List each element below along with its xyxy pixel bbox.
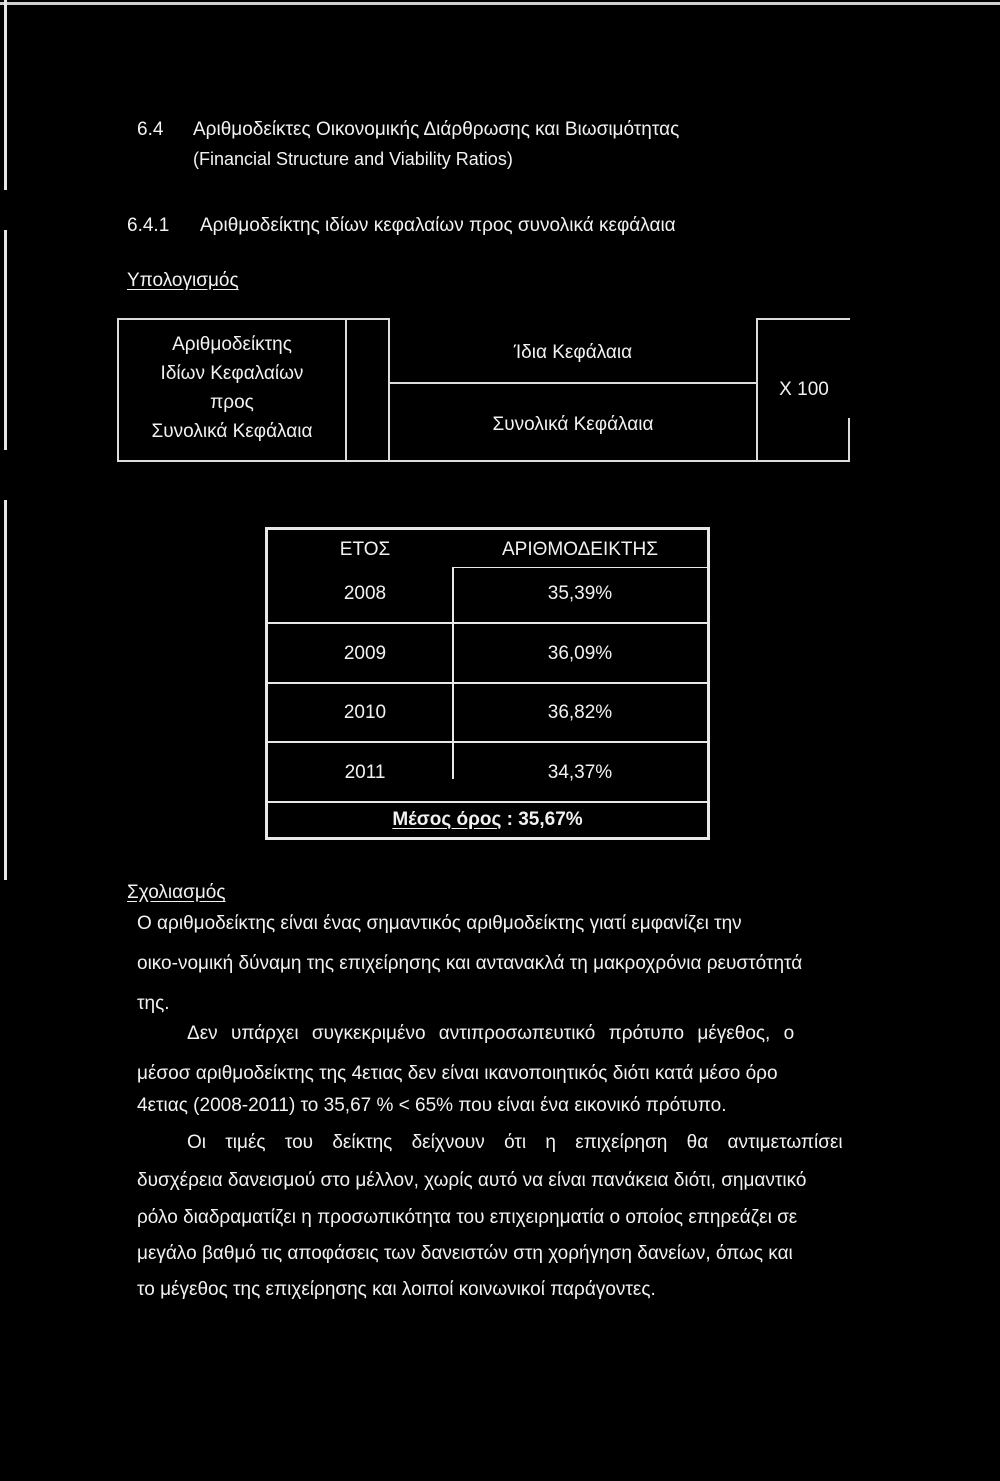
page-left-edge (4, 230, 7, 450)
table-cell-year: 2011 (344, 762, 386, 783)
paragraph-line: 4ετιας (2008-2011) το 35,67 % < 65% που είναι ένα εικονικό πρότυπο. (137, 1095, 727, 1116)
paragraph-line: Ο αριθμοδείκτης είναι ένας σημαντικός αριθμοδείκτης γιατί εμφανίζει την (137, 913, 742, 934)
formula-denominator: Συνολικά Κεφάλαια (492, 414, 654, 435)
paragraph-line: ρόλο διαδραματίζει η προσωπικότητα του επιχειρηματία ο οποίος επηρεάζει σε (137, 1207, 798, 1228)
formula-multiplier: Χ 100 (779, 379, 829, 400)
paragraph-line: δυσχέρεια δανεισμού στο μέλλον, χωρίς αυτό να είναι πανάκεια διότι, σημαντικό (137, 1170, 807, 1191)
paragraph-line: Οι τιμές του δείκτης δείχνουν ότι η επιχείρηση θα αντιμετωπίσει (187, 1132, 843, 1153)
formula-left-label: Αριθμοδείκτης Ιδίων Κεφαλαίων προς Συνολικά Κεφάλαια (151, 334, 313, 442)
table-header-ratio: ΑΡΙΘΜΟΔΕΙΚΤΗΣ (502, 539, 658, 560)
paragraph-line: της. (137, 993, 170, 1014)
subheading-number: 6.4.1 (127, 215, 170, 236)
table-cell-year: 2010 (343, 702, 387, 723)
paragraph-line: Δεν υπάρχει συγκεκριμένο αντιπροσωπευτικό πρότυπο μέγεθος, ο (187, 1023, 795, 1044)
page-left-edge (4, 0, 7, 190)
paragraph-line: το μέγεθος της επιχείρησης και λοιποί κοινωνικοί παράγοντες. (137, 1279, 656, 1300)
table-cell-year: 2009 (343, 643, 387, 664)
average-value: : 35,67% (501, 809, 583, 830)
page-left-edge (4, 500, 7, 880)
table-cell-value: 34,37% (547, 762, 613, 783)
formula-numerator: Ίδια Κεφάλαια (513, 342, 633, 363)
paragraph-line: μέσοσ αριθμοδείκτης της 4ετιας δεν είναι ικανοποιητικός διότι κατά μέσο όρο (137, 1063, 778, 1084)
subheading-title: Αριθμοδείκτης ιδίων κεφαλαίων προς συνολικά κεφάλαια (200, 215, 676, 236)
table-cell-value: 36,09% (547, 643, 613, 664)
commentary-text (137, 0, 867, 1481)
heading-subtitle: (Financial Structure and Viability Ratios) (193, 149, 513, 169)
calculation-label: Υπολογισμός (127, 270, 239, 291)
table-cell-year: 2008 (343, 583, 387, 604)
paragraph-line: οικο-νομική δύναμη της επιχείρησης και αντανακλά τη μακροχρόνια ρευστότητά (137, 953, 803, 974)
commentary-label: Σχολιασμός (127, 882, 226, 903)
table-cell-value: 35,39% (547, 583, 613, 604)
heading-title: Αριθμοδείκτες Οικονομικής Διάρθρωσης και Βιωσιμότητας (193, 119, 680, 140)
average-label: Μέσος όρος (392, 809, 502, 830)
heading-number: 6.4 (137, 119, 164, 140)
paragraph-line: μεγάλο βαθμό τις αποφάσεις των δανειστών στη χορήγηση δανείων, όπως και (137, 1243, 793, 1264)
table-cell-value: 36,82% (547, 702, 613, 723)
table-header-year: ΕΤΟΣ (339, 539, 391, 560)
